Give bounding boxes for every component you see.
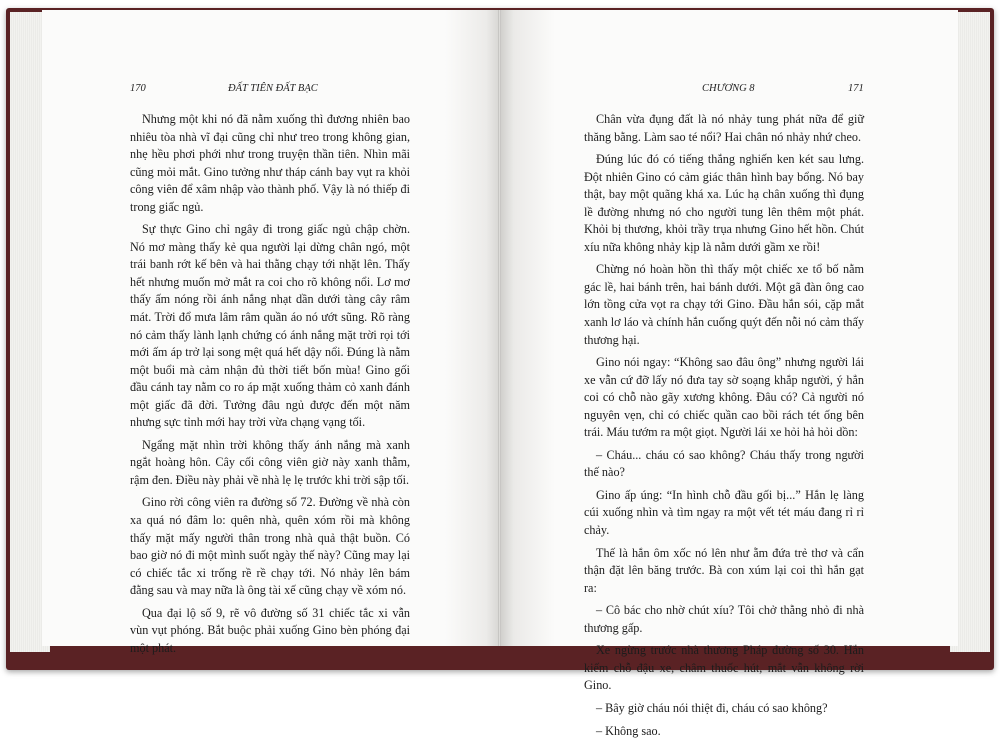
paragraph: Chừng nó hoàn hồn thì thấy một chiếc xe tổ bố nằm gác lề, hai bánh trên, hai bánh dưới. Một gã đàn ông cao lớn tồng cửa vọt ra chạy tới Gino. Đầu hắn sói, cặp mắt xanh lơ láo và chính hắn cuống quýt đến nỗi nó cảm thấy thương hại. bbox=[584, 262, 864, 347]
paragraph: Ngẩng mặt nhìn trời không thấy ánh nắng mà xanh ngắt hoàng hôn. Cây cối công viên giờ này xanh thẫm, rậm đen. Điều này phải về nhà lẹ lẹ trước khi trời sập tối. bbox=[130, 437, 410, 487]
paragraph: Gino rời công viên ra đường số 72. Đường về nhà còn xa quá nó đâm lo: quên nhà, quên xóm rồi mà không thấy mặt mấy người thân trong nhà quả thật buồn. Có bao giờ nó đi một mình suốt ngày thế này? Cũng may lại có chiếc tắc xi trống rề rề chạy tới. Nó nhảy lên bám đằng sau và may nữa là ông tài xế cũng chạy về xóm nó. bbox=[130, 495, 410, 598]
paragraph: Qua đại lộ số 9, rẽ vô đường số 31 chiếc tắc xi vẫn vùn vụt phóng. Bắt buộc phải xuống Gino bèn phóng đại một phát. bbox=[130, 605, 410, 655]
page-number-right: 171 bbox=[848, 83, 864, 94]
paragraph: Xe ngừng trước nhà thương Pháp đường số 30. Hắn kiếm chỗ đậu xe, châm thuốc hút, mắt vẫn không rời Gino. bbox=[584, 643, 864, 693]
paragraph: Chân vừa đụng đất là nó nhảy tung phát nữa để giữ thăng bằng. Làm sao té nổi? Hai chân nó nhảy nhứ cheo. bbox=[584, 112, 864, 144]
dialogue-line: – Cô bác cho nhờ chút xíu? Tôi chở thằng nhỏ đi nhà thương gấp. bbox=[584, 603, 864, 635]
paragraph: Sự thực Gino chỉ ngây đi trong giấc ngủ chập chờn. Nó mơ màng thấy kẻ qua người lại dừng chân ngó, một trái banh rớt kế bên và hai thằng chạy tới nhặt lên. Thấy hết nhưng muốn mở mắt ra coi cho rõ không nổi. Lơ mơ thấy ấm nóng rồi ánh nắng nhạt dần dưới tàng cây râm mát. Trời đổ mưa lâm râm quần áo nó ướt sũng. Rõ ràng nó cảm thấy lành lạnh chứng có ánh nắng mặt trời rọi tới mới ấm áp trở lại song mệt quá hết dậy nổi. Đúng là nằm một buổi mà cảm nhận đủ thời tiết bốn mùa! Gino gối đầu cánh tay nằm co ro áp mặt xuống thảm cỏ xanh đánh một giấc đã đời. Tưởng đâu ngủ được đến một năm nhưng sực tỉnh mới hay trời vừa chạng vạng tối. bbox=[130, 222, 410, 430]
left-page-text bbox=[130, 111, 410, 662]
paragraph: Nhưng một khi nó đã nằm xuống thì đương nhiên bao nhiêu tòa nhà vĩ đại cũng chỉ như treo trong không gian, nhẹ hều phơi phới như trong truyện thần tiên. Nhìn mãi cũng mỏi mắt. Gino tưởng như tháp cánh bay vụt ra khỏi công viên để xâm nhập vào thành phố. Vậy là nó thiếp đi trong giấc ngủ. bbox=[130, 112, 410, 214]
running-head-left: ĐẤT TIÊN ĐẤT BẠC bbox=[228, 83, 318, 94]
paragraph: Gino ấp úng: “In hình chỗ đầu gối bị...” Hắn lẹ làng cúi xuống nhìn và tìm ngay ra một vết tét máu đang rỉ rỉ chảy. bbox=[584, 487, 864, 538]
dialogue-line: – Không sao. bbox=[596, 723, 661, 738]
book-gutter bbox=[498, 10, 501, 646]
right-page-text bbox=[584, 111, 864, 745]
paragraph: Đúng lúc đó có tiếng thắng nghiến ken két sau lưng. Đột nhiên Gino có cảm giác thân hình bay bổng. Nó bay thật, bay một quãng khá xa. Lúc hạ chân xuống thì đụng lề đường nhưng nó cho người tung lên thêm một phát. Khỏi bị thương, khỏi trầy trụa nhưng Gino hết hồn. Chút xíu nữa không nhảy kịp là nằm dưới gầm xe rồi! bbox=[584, 152, 864, 254]
left-page bbox=[42, 10, 500, 655]
paragraph: Thế là hắn ôm xốc nó lên như ẵm đứa trẻ thơ và cẩn thận đặt lên băng trước. Bà con xúm lại coi thì hắn gạt ra: bbox=[584, 545, 864, 595]
dialogue-line: – Bây giờ cháu nói thiệt đi, cháu có sao không? bbox=[596, 700, 828, 715]
right-page bbox=[500, 10, 958, 738]
page-number-left: 170 bbox=[130, 83, 146, 94]
running-head-right: CHƯƠNG 8 bbox=[702, 83, 755, 94]
paragraph: Gino nói ngay: “Không sao đâu ông” nhưng người lái xe vẫn cứ đỡ lấy nó đưa tay sờ soạng khắp người, ý hẳn coi có chỗ nào gãy xương không. Đâu có? Cả người nó nguyên vẹn, chỉ có chiếc quần cao bồi rách tét ống bên trái. Máu tướm ra một giọt. Người lái xe hỏi hả hỏi dồn: bbox=[584, 355, 864, 440]
dialogue-line: – Cháu... cháu có sao không? Cháu thấy trong người thế nào? bbox=[584, 447, 864, 480]
